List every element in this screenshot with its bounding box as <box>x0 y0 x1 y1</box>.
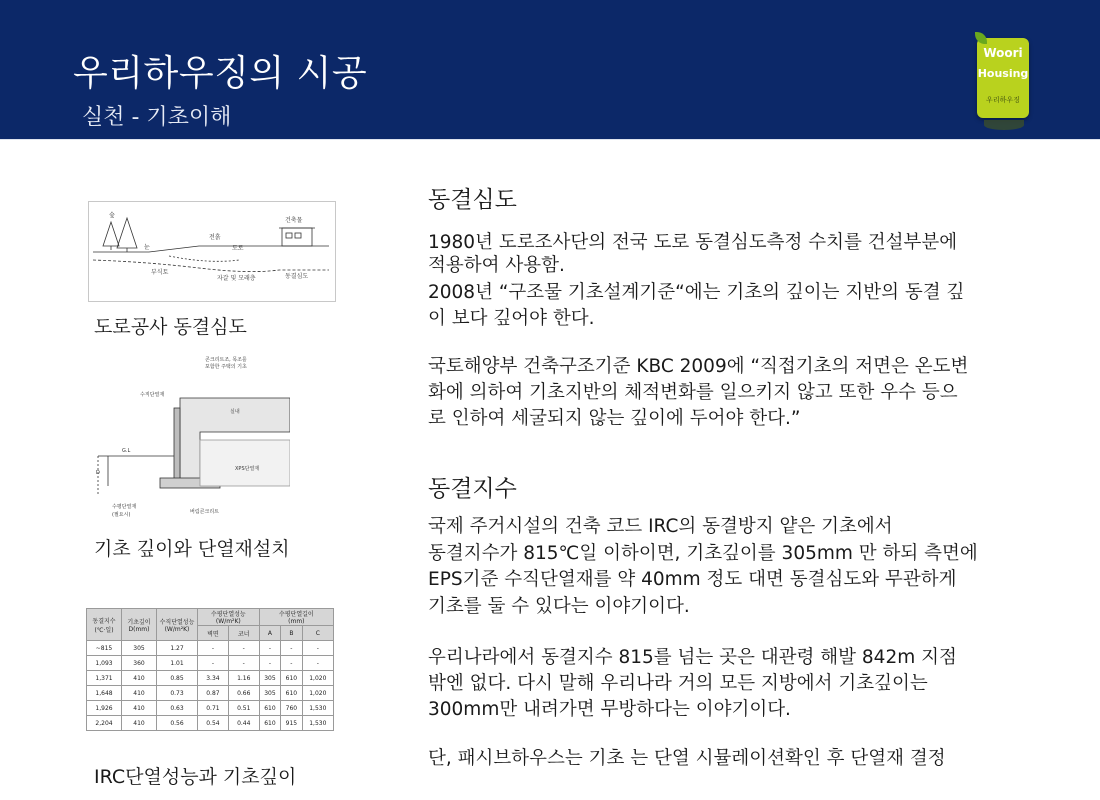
svg-text:도로: 도로 <box>232 245 244 252</box>
table-cell: 610 <box>259 716 280 731</box>
table-row <box>87 671 334 686</box>
page-subtitle: 실천 - 기초이해 <box>82 105 232 130</box>
irc-table-caption: IRC단열성능과 기초깊이 <box>94 766 297 788</box>
table-cell: - <box>198 641 229 656</box>
table-cell: 360 <box>122 656 157 671</box>
table-header-cell: 수평단열길이 (mm) <box>259 609 333 626</box>
building-icon <box>282 228 312 246</box>
table-cell: 1.16 <box>228 671 259 686</box>
svg-text:실내: 실내 <box>230 409 240 415</box>
table-cell: 0.44 <box>228 716 259 731</box>
svg-text:건축물: 건축물 <box>285 217 303 224</box>
table-cell: 305 <box>259 686 280 701</box>
frost-index-line: 동결지수가 815℃일 이하이면, 기초깊이를 305mm 만 하되 측면에 <box>428 543 978 564</box>
svg-text:콘크리트조, 목조를: 콘크리트조, 목조를 <box>205 357 247 363</box>
table-cell: 0.73 <box>157 686 198 701</box>
table-header-cell: A <box>259 626 280 641</box>
table-cell: 2,204 <box>87 716 122 731</box>
table-cell: 610 <box>259 701 280 716</box>
table-cell: 1.27 <box>157 641 198 656</box>
table-cell: 0.51 <box>228 701 259 716</box>
frost-index-line: 밖엔 없다. 다시 말해 우리나라 거의 모든 지방에서 기초깊이는 <box>428 673 928 694</box>
frost-index-line: 국제 주거시설의 건축 코드 IRC의 동결방지 얕은 기초에서 <box>428 516 893 537</box>
table-cell: 1,648 <box>87 686 122 701</box>
table-cell: - <box>259 641 280 656</box>
table-cell: - <box>259 656 280 671</box>
frost-depth-diagram <box>88 201 336 302</box>
table-cell: - <box>198 656 229 671</box>
logo-text-woori: Woori <box>983 46 1023 60</box>
svg-text:부식토: 부식토 <box>151 269 169 276</box>
table-cell: - <box>228 656 259 671</box>
table-cell: 1,926 <box>87 701 122 716</box>
frost-depth-line: 화에 의하여 기초지반의 체적변화를 일으키지 않고 또한 우수 등으 <box>428 382 958 403</box>
frost-depth-line: 1980년 도로조사단의 전국 도로 동결심도측정 수치를 건설부분에 <box>428 232 958 253</box>
frost-index-line: 단, 패시브하우스는 기초 는 단열 시뮬레이션확인 후 단열재 결정 <box>428 748 946 769</box>
tree-icon <box>103 222 119 246</box>
logo-shadow <box>984 120 1024 130</box>
svg-text:자갈 및 모래층: 자갈 및 모래층 <box>217 275 256 282</box>
table-cell: 1,530 <box>302 701 333 716</box>
table-cell: 0.71 <box>198 701 229 716</box>
page-title: 우리하우징의 시공 <box>73 53 368 94</box>
svg-text:D: D <box>96 470 100 476</box>
frost-depth-diagram-svg <box>89 202 335 301</box>
frost-depth-line: 이 보다 깊어야 한다. <box>428 308 595 329</box>
table-cell: ~815 <box>87 641 122 656</box>
table-cell: 305 <box>259 671 280 686</box>
table-cell: 760 <box>281 701 302 716</box>
frost-depth-caption: 도로공사 동결심도 <box>94 316 247 338</box>
table-header-cell: C <box>302 626 333 641</box>
svg-text:XPS단열재: XPS단열재 <box>235 466 260 472</box>
frost-index-line: 기초를 둘 수 있다는 이야기이다. <box>428 596 690 617</box>
insulation-diagram <box>90 356 290 524</box>
svg-text:전흙: 전흙 <box>209 234 221 241</box>
frost-depth-line: 국토해양부 건축구조기준 KBC 2009에 “직접기초의 저면은 온도변 <box>428 356 969 377</box>
table-cell: 410 <box>122 686 157 701</box>
frost-depth-line: 적용하여 사용함. <box>428 255 565 276</box>
svg-text:버림콘크리트: 버림콘크리트 <box>190 509 219 515</box>
svg-text:숲: 숲 <box>109 212 115 219</box>
table-cell: - <box>228 641 259 656</box>
svg-text:수평단열재: 수평단열재 <box>112 504 137 510</box>
table-cell: 3.34 <box>198 671 229 686</box>
table-header-cell: 벽면 <box>198 626 229 641</box>
logo-text-korean: 우리하우징 <box>986 96 1020 104</box>
frost-depth-heading: 동결심도 <box>428 187 517 213</box>
table-cell: 1,020 <box>302 671 333 686</box>
table-header-cell: 동결지수 (℃·일) <box>87 609 122 641</box>
table-header-cell: 수직단열성능 (W/m²K) <box>157 609 198 641</box>
table-cell: 1,530 <box>302 716 333 731</box>
table-cell: 915 <box>281 716 302 731</box>
svg-text:수직단열재: 수직단열재 <box>140 392 165 398</box>
table-row <box>87 716 334 731</box>
table-cell: 0.85 <box>157 671 198 686</box>
table-header-cell: B <box>281 626 302 641</box>
svg-text:눈: 눈 <box>144 244 150 251</box>
table-cell: 0.63 <box>157 701 198 716</box>
frost-index-line: 300mm만 내려가면 무방하다는 이야기이다. <box>428 699 791 720</box>
table-cell: 0.66 <box>228 686 259 701</box>
table-cell: 410 <box>122 716 157 731</box>
table-header-cell: 코너 <box>228 626 259 641</box>
table-header-cell: 기초깊이 D(mm) <box>122 609 157 641</box>
table-cell: - <box>281 656 302 671</box>
table-cell: 410 <box>122 671 157 686</box>
table-row <box>87 701 334 716</box>
tree-icon <box>117 218 137 248</box>
table-cell: - <box>302 656 333 671</box>
table-header-row <box>87 609 334 626</box>
frost-depth-line: 로 인하여 세굴되지 않는 깊이에 두어야 한다.” <box>428 408 801 429</box>
svg-text:(필요시): (필요시) <box>112 512 131 518</box>
table-row <box>87 641 334 656</box>
table-cell: - <box>281 641 302 656</box>
svg-text:동결심도: 동결심도 <box>285 273 309 280</box>
table-cell: - <box>302 641 333 656</box>
table-row <box>87 656 334 671</box>
insulation-diagram-svg <box>90 356 290 524</box>
table-cell: 1,020 <box>302 686 333 701</box>
table-header-cell: 수평단열성능 (W/m²K) <box>198 609 260 626</box>
table-cell: 1,371 <box>87 671 122 686</box>
frost-index-line: 우리나라에서 동결지수 815를 넘는 곳은 대관령 해발 842m 지점 <box>428 647 957 668</box>
table-cell: 610 <box>281 671 302 686</box>
table-cell: 1.01 <box>157 656 198 671</box>
table-cell: 1,093 <box>87 656 122 671</box>
insulation-caption: 기초 깊이와 단열재설치 <box>94 538 290 560</box>
table-cell: 0.56 <box>157 716 198 731</box>
table-cell: 0.87 <box>198 686 229 701</box>
table-cell: 610 <box>281 686 302 701</box>
table-cell: 305 <box>122 641 157 656</box>
table-cell: 0.54 <box>198 716 229 731</box>
frost-index-line: EPS기준 수직단열재를 약 40mm 정도 대면 동결심도와 무관하게 <box>428 569 957 590</box>
irc-table <box>86 608 334 731</box>
svg-text:G.L: G.L <box>122 448 131 454</box>
header-divider <box>0 139 1100 140</box>
table-cell: 410 <box>122 701 157 716</box>
frost-depth-line: 2008년 “구조물 기초설계기준“에는 기초의 깊이는 지반의 동결 깊 <box>428 282 965 303</box>
svg-text:포함한 주택의 기초: 포함한 주택의 기초 <box>205 364 247 370</box>
woori-housing-logo <box>977 38 1029 118</box>
frost-index-heading: 동결지수 <box>428 476 517 502</box>
table-row <box>87 686 334 701</box>
logo-text-housing: Housing <box>977 67 1029 80</box>
